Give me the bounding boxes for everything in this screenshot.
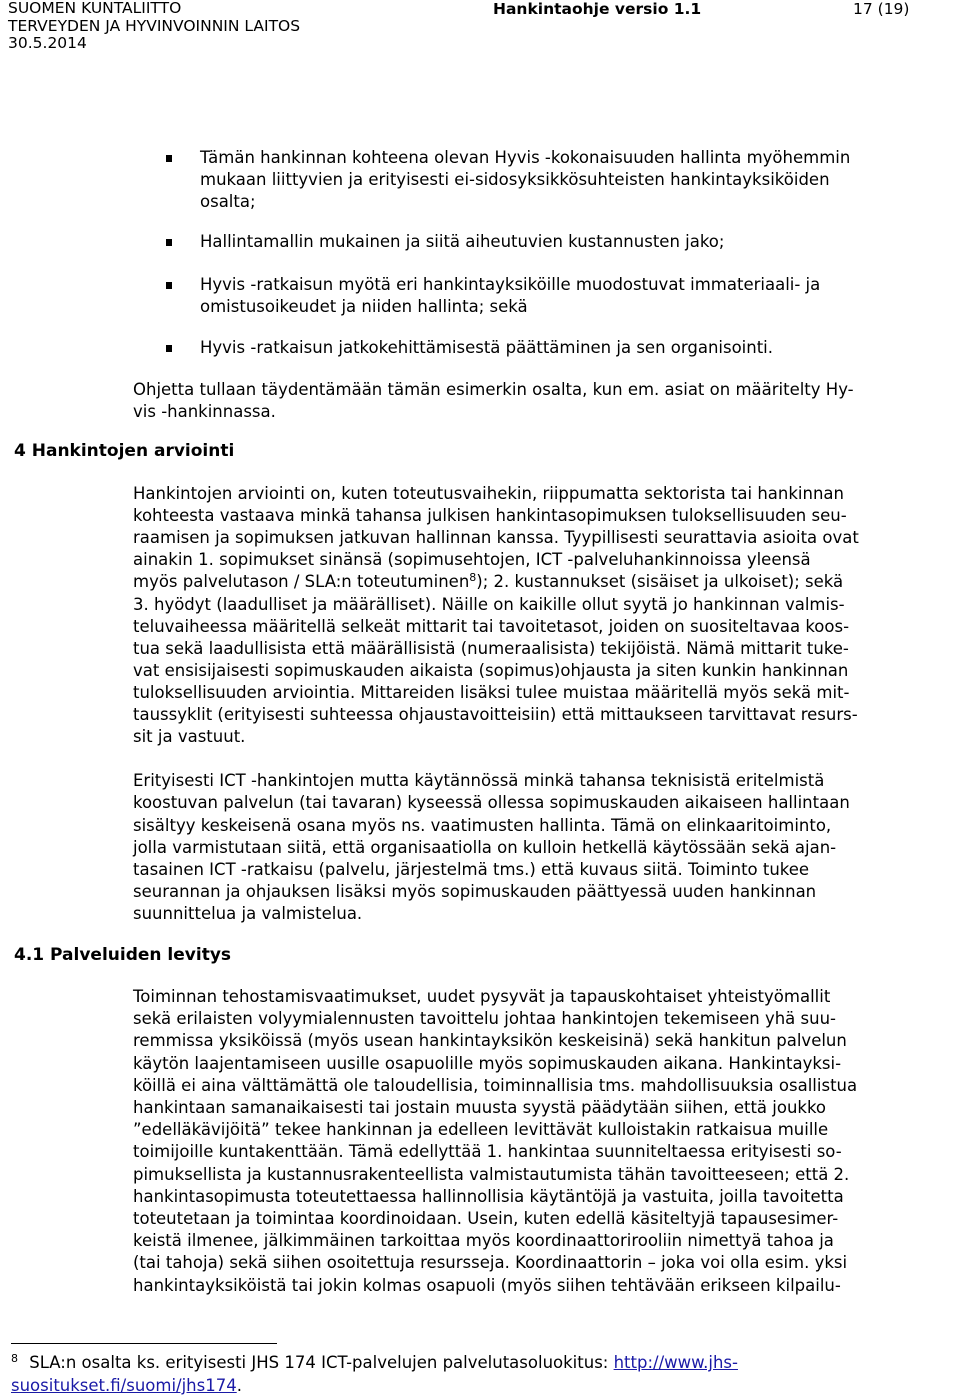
footnote-text: SLA:n osalta ks. erityisesti JHS 174 ICT-palvelujen palvelutasoluokitus:: [29, 1353, 614, 1372]
footnote-link[interactable]: http://www.jhs-: [613, 1353, 738, 1372]
paragraph-line: käytön laajentamiseen uusille osapuolille myös sopimuskauden aikana. Hankintayksi-: [133, 1054, 842, 1073]
footnote-period: .: [236, 1376, 242, 1395]
paragraph-line: jolla varmistutaan siitä, että organisaatiolla on kulloin hetkellä käytössään sekä ajan-: [133, 838, 837, 857]
footnote-continuation: [11, 1375, 242, 1397]
paragraph-line: 3. hyödyt (laadulliset ja määrälliset). Näille on kaikille ollut syytä jo hankinnan valmis-: [133, 595, 845, 614]
paragraph-line: teluvaiheessa määritellä selkeät mittarit tai tavoitetasot, joiden on suositeltavaa koos-: [133, 617, 850, 636]
paragraph-line: hankintaan samanaikaisesti tai jostain muusta syystä päädytään siihen, että joukko: [133, 1098, 827, 1117]
paragraph-line: taussyklit (erityisesti suhteessa ohjaustavoitteisiin) että mittaukseen tarvittavat resurs-: [133, 705, 858, 724]
bullet-square-icon: [166, 282, 172, 289]
footnote-reference[interactable]: 8: [469, 571, 477, 584]
footnote-divider: [11, 1343, 277, 1344]
paragraph-line: hankintasopimusta toteutettaessa hallinnollisia käytäntöjä ja vastuita, joilla tavoitetta: [133, 1187, 844, 1206]
paragraph-text: ); 2. kustannukset (sisäiset ja ulkoiset); sekä: [476, 572, 844, 591]
paragraph-line: toteutetaan ja toimintaa koordinoidaan. Usein, kuten edellä käsiteltyjä tapausesimer-: [133, 1209, 839, 1228]
paragraph-line: ”edelläkävijöitä” tekee hankinnan ja edelleen levittävät kulloistakin ratkaisua muille: [133, 1120, 829, 1139]
bullet-square-icon: [166, 239, 172, 246]
footnote: [11, 1352, 738, 1374]
list-item: Tämän hankinnan kohteena olevan Hyvis -kokonaisuuden hallinta myöhemmin: [200, 148, 851, 167]
bullet-square-icon: [166, 345, 172, 352]
list-item: omistusoikeudet ja niiden hallinta; sekä: [200, 297, 528, 316]
paragraph-line: suunnittelua ja valmistelua.: [133, 904, 363, 923]
paragraph-line: sit ja vastuut.: [133, 727, 246, 746]
section-heading-4-1: 4.1 Palveluiden levitys: [14, 945, 232, 965]
header-date: 30.5.2014: [8, 34, 87, 52]
paragraph-line: toimijoille kuntakenttään. Tämä edellyttää 1. hankintaa suunniteltaessa erityisesti so-: [133, 1142, 842, 1161]
paragraph-line: Ohjetta tullaan täydentämään tämän esimerkin osalta, kun em. asiat on määritelty Hy-: [133, 380, 854, 399]
footnote-link[interactable]: suositukset.fi/suomi/jhs174: [11, 1376, 237, 1395]
paragraph-line: keistä ilmenee, jälkimmäinen tarkoittaa myös koordinaattorirooliin nimettyä tahoa ja: [133, 1231, 834, 1250]
paragraph-line: koostuvan palvelun (tai tavaran) kyseessä ollessa sopimuskauden aikaiseen hallintaan: [133, 793, 850, 812]
paragraph-line: (tai tahoja) sekä siihen osoitettuja resursseja. Koordinaattorin – joka voi olla esim. yksi: [133, 1253, 848, 1272]
paragraph-line: sisältyy keskeisenä osana myös ns. vaatimusten hallinta. Tämä on elinkaaritoiminto,: [133, 816, 832, 835]
list-item: mukaan liittyvien ja erityisesti ei-sidosyksikkösuhteisten hankintayksiköiden: [200, 170, 830, 189]
paragraph-text: myös palvelutason / SLA:n toteutuminen: [133, 572, 470, 591]
page-header: [8, 0, 300, 53]
paragraph-line: vis -hankinnassa.: [133, 402, 276, 421]
paragraph-line: pimuksellista ja kustannusrakenteellista valmistautumista tähän tavoitteeseen; että 2.: [133, 1165, 850, 1184]
paragraph-line: raamisen ja sopimuksen jatkuvan hallinnan kanssa. Tyypillisesti seurattavia asioita ovat: [133, 528, 859, 547]
list-item: Hallintamallin mukainen ja siitä aiheutuvien kustannusten jako;: [200, 232, 725, 251]
paragraph-line: tuloksellisuuden arviointia. Mittareiden lisäksi tulee muistaa määritellä myös sekä mit-: [133, 683, 850, 702]
bullet-square-icon: [166, 155, 172, 162]
paragraph-line: vat ensisijaisesti sopimuskauden aikaista (sopimus)ohjausta ja siten kunkin hankinnan: [133, 661, 849, 680]
section-heading-4: 4 Hankintojen arviointi: [14, 441, 235, 461]
paragraph-line: tua sekä laadullisista että määrällisistä (numeraalisista) tekijöistä. Nämä mittarit tuke-: [133, 639, 849, 658]
footnote-number: 8: [11, 1352, 18, 1365]
paragraph-line: Hankintojen arviointi on, kuten toteutusvaihekin, riippumatta sektorista tai hankinnan: [133, 484, 844, 503]
list-item: osalta;: [200, 192, 256, 211]
paragraph-line: remmissa yksiköissä (myös usean hankintayksikön keskeisinä) sekä hankitun palvelun: [133, 1031, 847, 1050]
paragraph-line: hankintayksiköistä tai jokin kolmas osapuoli (myös siihen tehtävään erikseen kilpailu-: [133, 1276, 841, 1295]
paragraph-line: sekä erilaisten volyymialennusten tavoittelu johtaa hankintojen tekemiseen yhä suu-: [133, 1009, 836, 1028]
list-item: Hyvis -ratkaisun myötä eri hankintayksiköille muodostuvat immateriaali- ja: [200, 275, 821, 294]
paragraph-line: [133, 571, 843, 593]
paragraph-line: kohteesta vastaava minkä tahansa julkisen hankintasopimuksen tuloksellisuuden seu-: [133, 506, 847, 525]
document-title: Hankintaohje versio 1.1: [493, 0, 702, 18]
paragraph-line: Erityisesti ICT -hankintojen mutta käytännössä minkä tahansa teknisistä eritelmistä: [133, 771, 825, 790]
page-number: 17 (19): [853, 0, 910, 18]
list-item: Hyvis -ratkaisun jatkokehittämisestä päättäminen ja sen organisointi.: [200, 338, 774, 357]
paragraph-line: köillä ei aina välttämättä ole taloudellisia, toiminnallisia tms. mahdollisuuksia osallistua: [133, 1076, 858, 1095]
org-line-1: SUOMEN KUNTALIITTO: [8, 0, 182, 17]
paragraph-line: seurannan ja ohjauksen lisäksi myös sopimuskauden päättyessä uuden hankinnan: [133, 882, 817, 901]
paragraph-line: ainakin 1. sopimukset sinänsä (sopimusehtojen, ICT -palveluhankinnoissa yleensä: [133, 550, 811, 569]
org-line-2: TERVEYDEN JA HYVINVOINNIN LAITOS: [8, 16, 301, 35]
paragraph-line: tasainen ICT -ratkaisu (palvelu, järjestelmä tms.) että kuvaus siitä. Toiminto tukee: [133, 860, 810, 879]
paragraph-line: Toiminnan tehostamisvaatimukset, uudet pysyvät ja tapauskohtaiset yhteistyömallit: [133, 987, 831, 1006]
